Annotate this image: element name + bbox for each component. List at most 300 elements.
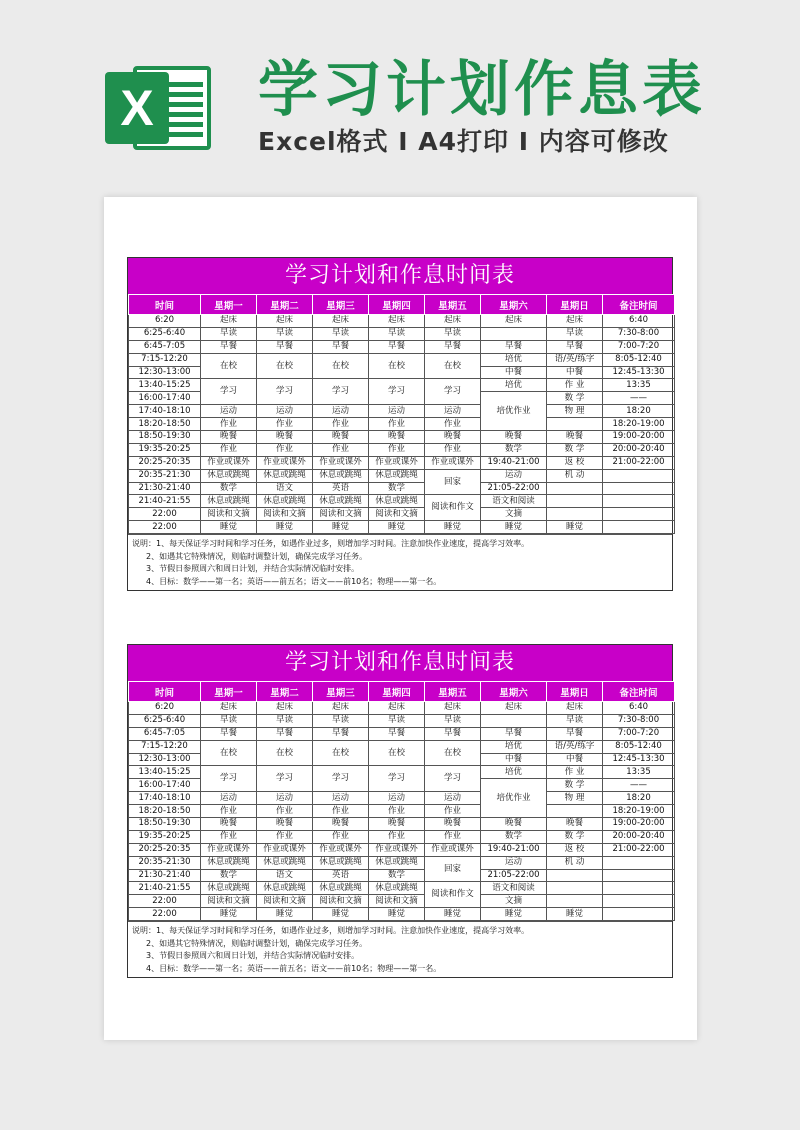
hero-subtitle: Excel格式 I A4打印 I 内容可修改 (258, 127, 669, 156)
table-row (129, 792, 675, 805)
remark-cell: 7:30-8:00 (603, 327, 675, 340)
cell-sat: 早餐 (481, 340, 547, 353)
table-row (129, 908, 675, 921)
cell-thu: 睡觉 (369, 908, 425, 921)
column-header: 备注时间 (603, 682, 675, 702)
cell-wed: 学习 (313, 379, 369, 405)
cell-wed: 作业 (313, 830, 369, 843)
cell-wed: 早餐 (313, 727, 369, 740)
column-header: 时间 (129, 295, 201, 315)
cell-wed: 晚餐 (313, 818, 369, 831)
cell-sat: 晚餐 (481, 818, 547, 831)
cell-sat: 中餐 (481, 366, 547, 379)
time-cell: 21:30-21:40 (129, 869, 201, 882)
remark-cell: 20:00-20:40 (603, 830, 675, 843)
cell-tue: 睡觉 (257, 908, 313, 921)
cell-thu: 学习 (369, 766, 425, 792)
time-cell: 21:40-21:55 (129, 882, 201, 895)
cell-fri: 作业 (425, 805, 481, 818)
cell-sun (547, 869, 603, 882)
time-cell: 18:20-18:50 (129, 418, 201, 431)
cell-tue: 作业 (257, 443, 313, 456)
cell-thu: 早餐 (369, 727, 425, 740)
cell-tue: 起床 (257, 315, 313, 328)
remark-cell (603, 856, 675, 869)
cell-tue: 学习 (257, 379, 313, 405)
column-header: 星期六 (481, 682, 547, 702)
cell-mon: 阅读和文摘 (201, 895, 257, 908)
cell-thu: 数学 (369, 482, 425, 495)
table-header-row (129, 295, 675, 315)
a4-paper-preview (104, 197, 697, 1040)
excel-logo-icon (105, 62, 215, 154)
cell-mon: 在校 (201, 740, 257, 766)
time-cell: 22:00 (129, 895, 201, 908)
cell-sun (547, 895, 603, 908)
column-header: 星期五 (425, 295, 481, 315)
remark-cell: 18:20-19:00 (603, 418, 675, 431)
cell-thu: 休息或跳绳 (369, 856, 425, 869)
cell-wed: 运动 (313, 405, 369, 418)
time-cell: 21:30-21:40 (129, 482, 201, 495)
note-line: 4、目标：数学——第一名；英语——前五名；语文——前10名；物理——第一名。 (146, 963, 442, 973)
table-row (129, 830, 675, 843)
cell-tue: 作业 (257, 805, 313, 818)
remark-cell (603, 521, 675, 534)
cell-sat: 早餐 (481, 727, 547, 740)
time-cell: 6:25-6:40 (129, 327, 201, 340)
cell-wed: 在校 (313, 353, 369, 379)
cell-tue: 休息或跳绳 (257, 495, 313, 508)
cell-fri: 早读 (425, 714, 481, 727)
note-line: 3、节假日参照周六和周日计划，并结合实际情况临时安排。 (146, 564, 360, 574)
cell-thu: 晚餐 (369, 818, 425, 831)
cell-sat: 晚餐 (481, 431, 547, 444)
table-row (129, 456, 675, 469)
cell-sun: 早餐 (547, 727, 603, 740)
cell-wed: 作业或课外 (313, 456, 369, 469)
time-cell: 20:25-20:35 (129, 456, 201, 469)
remark-cell: 21:00-22:00 (603, 843, 675, 856)
cell-wed: 英语 (313, 482, 369, 495)
cell-mon: 睡觉 (201, 908, 257, 921)
cell-wed: 晚餐 (313, 431, 369, 444)
cell-fri: 作业或课外 (425, 456, 481, 469)
cell-fri: 运动 (425, 405, 481, 418)
remark-cell: 19:00-20:00 (603, 431, 675, 444)
cell-fri: 晚餐 (425, 818, 481, 831)
cell-thu: 休息或跳绳 (369, 882, 425, 895)
time-cell: 18:20-18:50 (129, 805, 201, 818)
cell-thu: 作业 (369, 443, 425, 456)
cell-tue: 在校 (257, 740, 313, 766)
cell-thu: 作业 (369, 830, 425, 843)
cell-tue: 作业 (257, 418, 313, 431)
table-row (129, 340, 675, 353)
cell-sat: 培优 (481, 379, 547, 392)
column-header: 星期一 (201, 295, 257, 315)
table-row (129, 315, 675, 328)
cell-mon: 数学 (201, 869, 257, 882)
cell-fri: 晚餐 (425, 431, 481, 444)
remark-cell: 6:40 (603, 702, 675, 715)
cell-sun: 睡觉 (547, 908, 603, 921)
cell-mon: 早读 (201, 714, 257, 727)
time-cell: 20:25-20:35 (129, 843, 201, 856)
time-cell: 18:50-19:30 (129, 431, 201, 444)
cell-thu: 起床 (369, 315, 425, 328)
cell-fri: 起床 (425, 315, 481, 328)
time-cell: 6:20 (129, 315, 201, 328)
cell-wed: 在校 (313, 740, 369, 766)
cell-thu: 早餐 (369, 340, 425, 353)
cell-sat: 培优 (481, 766, 547, 779)
remark-cell (603, 482, 675, 495)
table-row (129, 869, 675, 882)
time-cell: 20:35-21:30 (129, 469, 201, 482)
cell-thu: 运动 (369, 792, 425, 805)
remark-cell: 13:35 (603, 379, 675, 392)
cell-tue: 早读 (257, 327, 313, 340)
cell-wed: 休息或跳绳 (313, 495, 369, 508)
column-header: 星期日 (547, 295, 603, 315)
cell-tue: 学习 (257, 766, 313, 792)
cell-tue: 在校 (257, 353, 313, 379)
remark-cell: 18:20-19:00 (603, 805, 675, 818)
cell-mon: 休息或跳绳 (201, 882, 257, 895)
cell-sat: 睡觉 (481, 908, 547, 921)
note-line: 说明：1、每天保证学习时间和学习任务，如遇作业过多，则增加学习时间。注意加快作业速度，提高学习效率。 (132, 926, 530, 936)
cell-tue: 休息或跳绳 (257, 469, 313, 482)
cell-mon: 起床 (201, 315, 257, 328)
cell-wed: 睡觉 (313, 521, 369, 534)
cell-sat: 21:05-22:00 (481, 869, 547, 882)
cell-sun (547, 418, 603, 431)
cell-wed: 英语 (313, 869, 369, 882)
cell-tue: 语文 (257, 482, 313, 495)
cell-mon: 休息或跳绳 (201, 495, 257, 508)
cell-mon: 阅读和文摘 (201, 508, 257, 521)
cell-mon: 作业 (201, 443, 257, 456)
cell-sun (547, 805, 603, 818)
cell-sat: 文摘 (481, 895, 547, 908)
cell-fri: 作业 (425, 830, 481, 843)
cell-mon: 休息或跳绳 (201, 469, 257, 482)
cell-sat: 培优作业 (481, 392, 547, 431)
time-cell: 7:15-12:20 (129, 740, 201, 753)
remark-cell: 13:35 (603, 766, 675, 779)
time-cell: 20:35-21:30 (129, 856, 201, 869)
note-line: 2、如遇其它特殊情况，则临时调整计划，确保完成学习任务。 (146, 938, 368, 948)
cell-fri: 回家 (425, 469, 481, 495)
cell-mon: 运动 (201, 405, 257, 418)
remark-cell: 12:45-13:30 (603, 366, 675, 379)
cell-fri: 在校 (425, 740, 481, 766)
time-cell: 17:40-18:10 (129, 792, 201, 805)
remark-cell (603, 508, 675, 521)
cell-mon: 作业 (201, 805, 257, 818)
cell-thu: 数学 (369, 869, 425, 882)
cell-sun: 中餐 (547, 753, 603, 766)
cell-tue: 作业或课外 (257, 456, 313, 469)
cell-sun: 物 理 (547, 405, 603, 418)
cell-thu: 睡觉 (369, 521, 425, 534)
cell-sun: 数 学 (547, 443, 603, 456)
column-header: 星期四 (369, 682, 425, 702)
cell-tue: 运动 (257, 405, 313, 418)
cell-mon: 睡觉 (201, 521, 257, 534)
cell-sun: 晚餐 (547, 431, 603, 444)
sheet-title: 学习计划和作息时间表 (128, 645, 672, 681)
time-cell: 6:45-7:05 (129, 727, 201, 740)
cell-wed: 起床 (313, 315, 369, 328)
schedule-sheet-1 (127, 257, 673, 591)
cell-tue: 早读 (257, 714, 313, 727)
cell-wed: 阅读和文摘 (313, 508, 369, 521)
cell-mon: 学习 (201, 766, 257, 792)
cell-sun: 起床 (547, 702, 603, 715)
cell-sun: 中餐 (547, 366, 603, 379)
column-header: 星期二 (257, 682, 313, 702)
remark-cell (603, 882, 675, 895)
remark-cell: 6:40 (603, 315, 675, 328)
cell-tue: 阅读和文摘 (257, 895, 313, 908)
cell-sun: 早读 (547, 714, 603, 727)
cell-mon: 晚餐 (201, 431, 257, 444)
cell-mon: 早餐 (201, 727, 257, 740)
hero-title: 学习计划作息表 (258, 55, 706, 125)
cell-sun: 数 学 (547, 392, 603, 405)
table-row (129, 727, 675, 740)
cell-thu: 早读 (369, 714, 425, 727)
cell-sat: 语文和阅读 (481, 495, 547, 508)
cell-sun: 作 业 (547, 766, 603, 779)
table-row (129, 353, 675, 366)
table-row (129, 431, 675, 444)
time-cell: 18:50-19:30 (129, 818, 201, 831)
cell-tue: 作业 (257, 830, 313, 843)
column-header: 星期五 (425, 682, 481, 702)
cell-thu: 在校 (369, 740, 425, 766)
remark-cell: 8:05-12:40 (603, 740, 675, 753)
table-row (129, 405, 675, 418)
table-row (129, 379, 675, 392)
cell-sat: 运动 (481, 469, 547, 482)
remark-cell: 20:00-20:40 (603, 443, 675, 456)
cell-mon: 作业或课外 (201, 843, 257, 856)
cell-wed: 起床 (313, 702, 369, 715)
cell-tue: 语文 (257, 869, 313, 882)
cell-sat: 睡觉 (481, 521, 547, 534)
remark-cell: —— (603, 779, 675, 792)
table-row (129, 469, 675, 482)
time-cell: 21:40-21:55 (129, 495, 201, 508)
cell-fri: 回家 (425, 856, 481, 882)
cell-fri: 起床 (425, 702, 481, 715)
cell-sun: 返 校 (547, 456, 603, 469)
cell-sun: 睡觉 (547, 521, 603, 534)
cell-fri: 运动 (425, 792, 481, 805)
remark-cell: —— (603, 392, 675, 405)
cell-sun: 数 学 (547, 830, 603, 843)
cell-tue: 休息或跳绳 (257, 882, 313, 895)
cell-wed: 休息或跳绳 (313, 856, 369, 869)
notes-section (128, 921, 672, 977)
column-header: 星期三 (313, 295, 369, 315)
cell-thu: 运动 (369, 405, 425, 418)
cell-sat: 数学 (481, 830, 547, 843)
column-header: 星期四 (369, 295, 425, 315)
cell-fri: 早读 (425, 327, 481, 340)
cell-sat: 语文和阅读 (481, 882, 547, 895)
schedule-table (128, 681, 675, 921)
cell-mon: 晚餐 (201, 818, 257, 831)
cell-sat: 培优 (481, 353, 547, 366)
cell-thu: 在校 (369, 353, 425, 379)
column-header: 星期一 (201, 682, 257, 702)
cell-wed: 休息或跳绳 (313, 882, 369, 895)
remark-cell: 12:45-13:30 (603, 753, 675, 766)
cell-sun: 语/英/练字 (547, 353, 603, 366)
cell-sat: 中餐 (481, 753, 547, 766)
cell-wed: 早餐 (313, 340, 369, 353)
cell-wed: 作业 (313, 443, 369, 456)
cell-thu: 作业或课外 (369, 843, 425, 856)
table-row (129, 508, 675, 521)
remark-cell (603, 495, 675, 508)
column-header: 时间 (129, 682, 201, 702)
remark-cell (603, 869, 675, 882)
cell-thu: 阅读和文摘 (369, 895, 425, 908)
cell-fri: 学习 (425, 766, 481, 792)
cell-sun: 作 业 (547, 379, 603, 392)
table-header-row (129, 682, 675, 702)
remark-cell: 18:20 (603, 405, 675, 418)
remark-cell (603, 908, 675, 921)
column-header: 星期六 (481, 295, 547, 315)
time-cell: 13:40-15:25 (129, 766, 201, 779)
cell-mon: 早读 (201, 327, 257, 340)
cell-sat: 文摘 (481, 508, 547, 521)
time-cell: 19:35-20:25 (129, 830, 201, 843)
remark-cell (603, 895, 675, 908)
cell-wed: 阅读和文摘 (313, 895, 369, 908)
remark-cell: 7:00-7:20 (603, 340, 675, 353)
cell-mon: 学习 (201, 379, 257, 405)
table-row (129, 895, 675, 908)
cell-wed: 休息或跳绳 (313, 469, 369, 482)
cell-sun (547, 508, 603, 521)
cell-sat: 19:40-21:00 (481, 843, 547, 856)
cell-thu: 作业 (369, 418, 425, 431)
table-row (129, 714, 675, 727)
cell-sun: 机 动 (547, 856, 603, 869)
note-line: 4、目标：数学——第一名；英语——前五名；语文——前10名；物理——第一名。 (146, 576, 442, 586)
time-cell: 22:00 (129, 521, 201, 534)
cell-fri: 在校 (425, 353, 481, 379)
cell-fri: 早餐 (425, 727, 481, 740)
cell-sun: 机 动 (547, 469, 603, 482)
cell-sat: 起床 (481, 702, 547, 715)
remark-cell: 7:30-8:00 (603, 714, 675, 727)
cell-mon: 运动 (201, 792, 257, 805)
notes-section (128, 534, 672, 590)
cell-thu: 早读 (369, 327, 425, 340)
table-row (129, 843, 675, 856)
cell-fri: 阅读和作文 (425, 495, 481, 521)
table-row (129, 818, 675, 831)
cell-thu: 学习 (369, 379, 425, 405)
cell-fri: 作业或课外 (425, 843, 481, 856)
cell-mon: 在校 (201, 353, 257, 379)
cell-sun: 返 校 (547, 843, 603, 856)
time-cell: 16:00-17:40 (129, 779, 201, 792)
time-cell: 22:00 (129, 508, 201, 521)
cell-tue: 运动 (257, 792, 313, 805)
time-cell: 16:00-17:40 (129, 392, 201, 405)
cell-wed: 早读 (313, 714, 369, 727)
cell-mon: 休息或跳绳 (201, 856, 257, 869)
cell-wed: 学习 (313, 766, 369, 792)
logo-letter: X (105, 72, 169, 144)
note-line: 说明：1、每天保证学习时间和学习任务，如遇作业过多，则增加学习时间。注意加快作业速度，提高学习效率。 (132, 539, 530, 549)
table-row (129, 521, 675, 534)
remark-cell: 19:00-20:00 (603, 818, 675, 831)
cell-thu: 晚餐 (369, 431, 425, 444)
cell-tue: 阅读和文摘 (257, 508, 313, 521)
table-row (129, 443, 675, 456)
cell-sat: 起床 (481, 315, 547, 328)
cell-fri: 睡觉 (425, 908, 481, 921)
cell-wed: 睡觉 (313, 908, 369, 921)
cell-mon: 早餐 (201, 340, 257, 353)
cell-tue: 晚餐 (257, 431, 313, 444)
table-row (129, 856, 675, 869)
cell-sun: 数 学 (547, 779, 603, 792)
table-row (129, 805, 675, 818)
schedule-sheet-2 (127, 644, 673, 978)
cell-sat: 培优作业 (481, 779, 547, 818)
cell-thu: 作业 (369, 805, 425, 818)
cell-mon: 起床 (201, 702, 257, 715)
remark-cell (603, 469, 675, 482)
cell-fri: 作业 (425, 443, 481, 456)
column-header: 备注时间 (603, 295, 675, 315)
cell-tue: 起床 (257, 702, 313, 715)
cell-sat: 21:05-22:00 (481, 482, 547, 495)
table-row (129, 740, 675, 753)
cell-sat (481, 327, 547, 340)
cell-fri: 早餐 (425, 340, 481, 353)
cell-mon: 作业 (201, 830, 257, 843)
time-cell: 12:30-13:00 (129, 366, 201, 379)
table-row (129, 882, 675, 895)
table-row (129, 495, 675, 508)
cell-tue: 休息或跳绳 (257, 856, 313, 869)
table-row (129, 702, 675, 715)
cell-tue: 晚餐 (257, 818, 313, 831)
cell-sun: 语/英/练字 (547, 740, 603, 753)
cell-sun: 晚餐 (547, 818, 603, 831)
cell-mon: 作业或课外 (201, 456, 257, 469)
note-line: 2、如遇其它特殊情况，则临时调整计划，确保完成学习任务。 (146, 551, 368, 561)
cell-mon: 数学 (201, 482, 257, 495)
cell-sun: 早餐 (547, 340, 603, 353)
cell-wed: 作业或课外 (313, 843, 369, 856)
column-header: 星期日 (547, 682, 603, 702)
cell-fri: 作业 (425, 418, 481, 431)
time-cell: 6:25-6:40 (129, 714, 201, 727)
